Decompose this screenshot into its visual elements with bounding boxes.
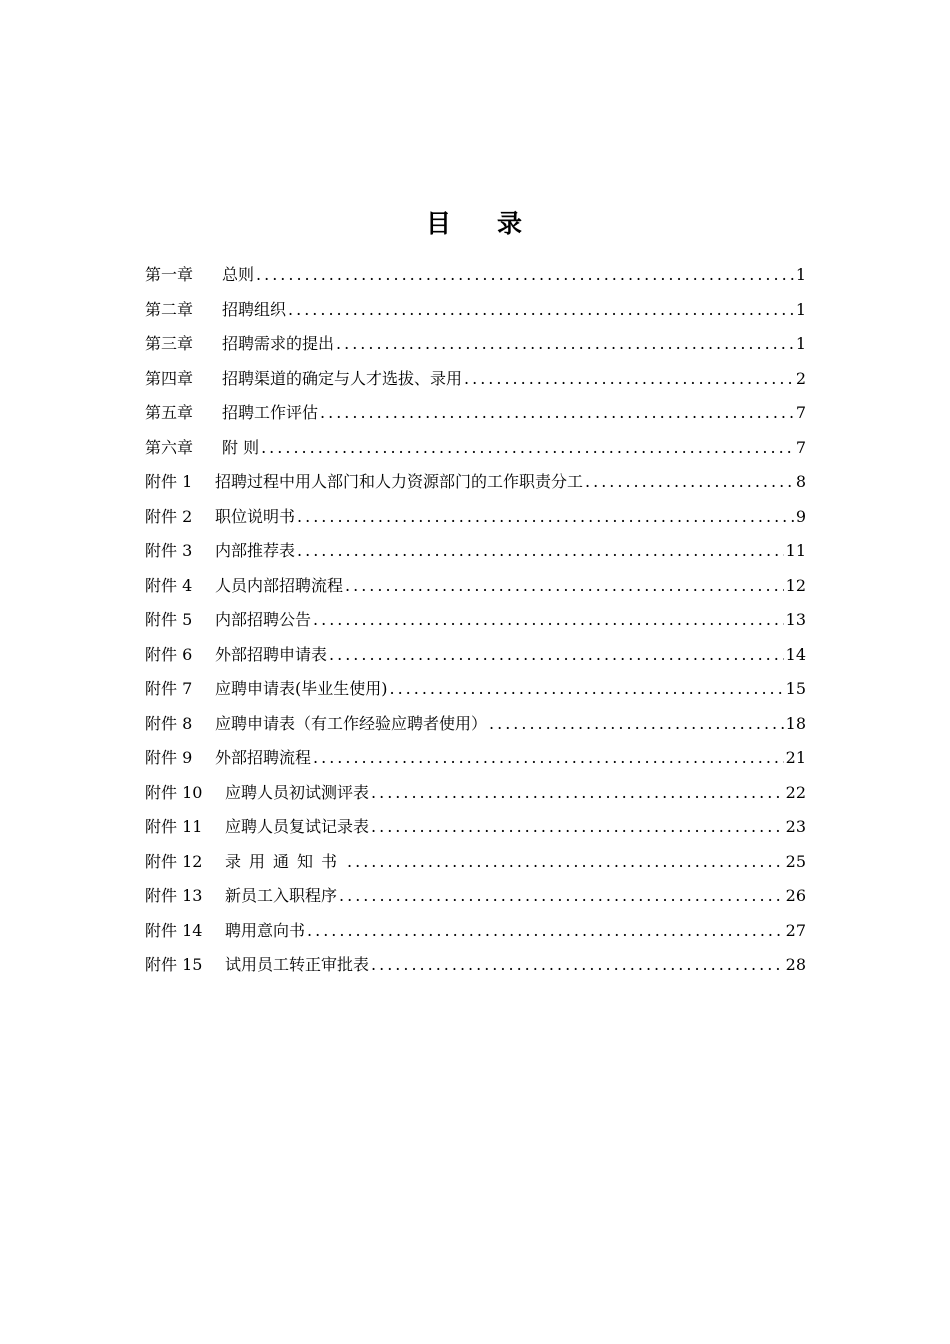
toc-entry-text: 招聘工作评估 xyxy=(222,403,319,422)
toc-entry-page: 14 xyxy=(785,644,806,664)
toc-entry-label: 附件 1 xyxy=(145,472,193,491)
toc-entry-appendix-3[interactable] xyxy=(145,534,806,569)
toc-list xyxy=(145,258,806,983)
toc-entry-text: 内部推荐表 xyxy=(215,541,296,560)
toc-entry-text: 新员工入职程序 xyxy=(225,886,338,905)
toc-entry-page: 26 xyxy=(785,886,806,905)
dot-leader xyxy=(320,396,794,431)
dot-leader xyxy=(585,465,794,500)
toc-entry-label: 附件 14 xyxy=(145,920,203,940)
toc-entry-page: 13 xyxy=(785,610,806,629)
toc-entry-page: 18 xyxy=(785,713,806,733)
toc-entry-chapter-4[interactable] xyxy=(145,362,806,397)
dot-leader xyxy=(256,258,794,293)
toc-entry-text: 录用通知书 xyxy=(225,851,346,871)
toc-entry-label: 第三章 xyxy=(145,334,194,353)
toc-entry-text: 人员内部招聘流程 xyxy=(215,575,344,595)
toc-entry-page: 15 xyxy=(785,679,806,698)
toc-entry-text: 职位说明书 xyxy=(215,506,296,526)
dot-leader xyxy=(390,672,784,707)
dot-leader xyxy=(313,741,784,776)
toc-entry-text: 聘用意向书 xyxy=(225,920,306,940)
toc-entry-page: 1 xyxy=(795,334,806,353)
toc-entry-appendix-12[interactable] xyxy=(145,845,806,880)
dot-leader xyxy=(329,638,784,673)
toc-entry-text: 外部招聘流程 xyxy=(215,748,312,767)
toc-entry-appendix-5[interactable] xyxy=(145,603,806,638)
toc-entry-text: 外部招聘申请表 xyxy=(215,644,328,664)
toc-title-char-1: 目 xyxy=(425,209,453,238)
toc-entry-page: 25 xyxy=(785,851,806,871)
toc-entry-label: 附件 2 xyxy=(145,506,193,526)
toc-entry-page: 7 xyxy=(795,403,806,422)
toc-entry-appendix-13[interactable] xyxy=(145,879,806,914)
toc-entry-chapter-3[interactable] xyxy=(145,327,806,362)
toc-entry-page: 9 xyxy=(795,506,806,526)
toc-entry-chapter-5[interactable] xyxy=(145,396,806,431)
toc-title-char-2: 录 xyxy=(497,209,525,238)
toc-entry-text: 应聘人员复试记录表 xyxy=(225,817,370,836)
toc-entry-page: 7 xyxy=(795,437,806,457)
toc-entry-appendix-6[interactable] xyxy=(145,638,806,673)
toc-entry-appendix-10[interactable] xyxy=(145,776,806,811)
toc-title xyxy=(0,206,950,242)
toc-entry-chapter-2[interactable] xyxy=(145,293,806,328)
dot-leader xyxy=(371,810,784,845)
dot-leader xyxy=(297,534,784,569)
toc-entry-chapter-1[interactable] xyxy=(145,258,806,293)
dot-leader xyxy=(313,603,784,638)
dot-leader xyxy=(371,776,784,811)
toc-entry-label: 附件 12 xyxy=(145,851,203,871)
toc-entry-appendix-14[interactable] xyxy=(145,914,806,949)
dot-leader xyxy=(464,362,794,397)
dot-leader xyxy=(489,707,784,742)
toc-entry-appendix-11[interactable] xyxy=(145,810,806,845)
toc-entry-text: 招聘需求的提出 xyxy=(222,334,335,353)
toc-entry-page: 28 xyxy=(785,955,806,974)
toc-entry-page: 21 xyxy=(785,748,806,767)
dot-leader xyxy=(307,914,784,949)
dot-leader xyxy=(261,431,794,466)
toc-entry-label: 附件 3 xyxy=(145,541,193,560)
toc-entry-text: 招聘渠道的确定与人才选拔、录用 xyxy=(222,368,463,388)
toc-entry-text: 试用员工转正审批表 xyxy=(225,955,370,974)
toc-entry-label: 附件 7 xyxy=(145,679,193,698)
toc-entry-page: 23 xyxy=(785,817,806,836)
toc-entry-appendix-2[interactable] xyxy=(145,500,806,535)
dot-leader xyxy=(297,500,794,535)
toc-entry-page: 12 xyxy=(785,575,806,595)
dot-leader xyxy=(371,948,784,983)
toc-entry-text: 应聘申请表（有工作经验应聘者使用） xyxy=(215,713,488,733)
toc-entry-chapter-6[interactable] xyxy=(145,431,806,466)
toc-entry-appendix-7[interactable] xyxy=(145,672,806,707)
toc-entry-text: 应聘申请表(毕业生使用) xyxy=(215,679,388,698)
toc-entry-label: 附件 9 xyxy=(145,748,193,767)
toc-entry-appendix-8[interactable] xyxy=(145,707,806,742)
toc-entry-label: 附件 5 xyxy=(145,610,193,629)
toc-entry-label: 第四章 xyxy=(145,368,194,388)
toc-entry-label: 附件 13 xyxy=(145,886,203,905)
toc-entry-label: 第五章 xyxy=(145,403,194,422)
dot-leader xyxy=(339,879,784,914)
dot-leader xyxy=(347,845,784,880)
toc-entry-page: 27 xyxy=(785,920,806,940)
toc-entry-text: 附 则 xyxy=(222,437,260,457)
toc-entry-label: 附件 10 xyxy=(145,782,203,802)
toc-entry-text: 内部招聘公告 xyxy=(215,610,312,629)
toc-entry-page: 11 xyxy=(785,541,806,560)
toc-entry-appendix-1[interactable] xyxy=(145,465,806,500)
dot-leader xyxy=(336,327,794,362)
toc-entry-text: 招聘组织 xyxy=(222,299,287,319)
toc-entry-label: 第一章 xyxy=(145,265,194,284)
toc-entry-appendix-9[interactable] xyxy=(145,741,806,776)
toc-entry-page: 1 xyxy=(795,299,806,319)
toc-entry-page: 8 xyxy=(795,472,806,491)
toc-entry-page: 2 xyxy=(795,368,806,388)
toc-entry-page: 1 xyxy=(795,265,806,284)
toc-entry-label: 第六章 xyxy=(145,437,194,457)
toc-entry-text: 招聘过程中用人部门和人力资源部门的工作职责分工 xyxy=(215,472,584,491)
toc-entry-label: 附件 15 xyxy=(145,955,203,974)
toc-entry-text: 总则 xyxy=(222,265,255,284)
toc-entry-label: 附件 11 xyxy=(145,817,203,836)
toc-entry-label: 第二章 xyxy=(145,299,194,319)
toc-entry-appendix-15[interactable] xyxy=(145,948,806,983)
toc-entry-text: 应聘人员初试测评表 xyxy=(225,782,370,802)
toc-entry-label: 附件 4 xyxy=(145,575,193,595)
toc-entry-appendix-4[interactable] xyxy=(145,569,806,604)
toc-entry-label: 附件 8 xyxy=(145,713,193,733)
dot-leader xyxy=(345,569,784,604)
toc-entry-page: 22 xyxy=(785,782,806,802)
toc-entry-label: 附件 6 xyxy=(145,644,193,664)
dot-leader xyxy=(288,293,794,328)
